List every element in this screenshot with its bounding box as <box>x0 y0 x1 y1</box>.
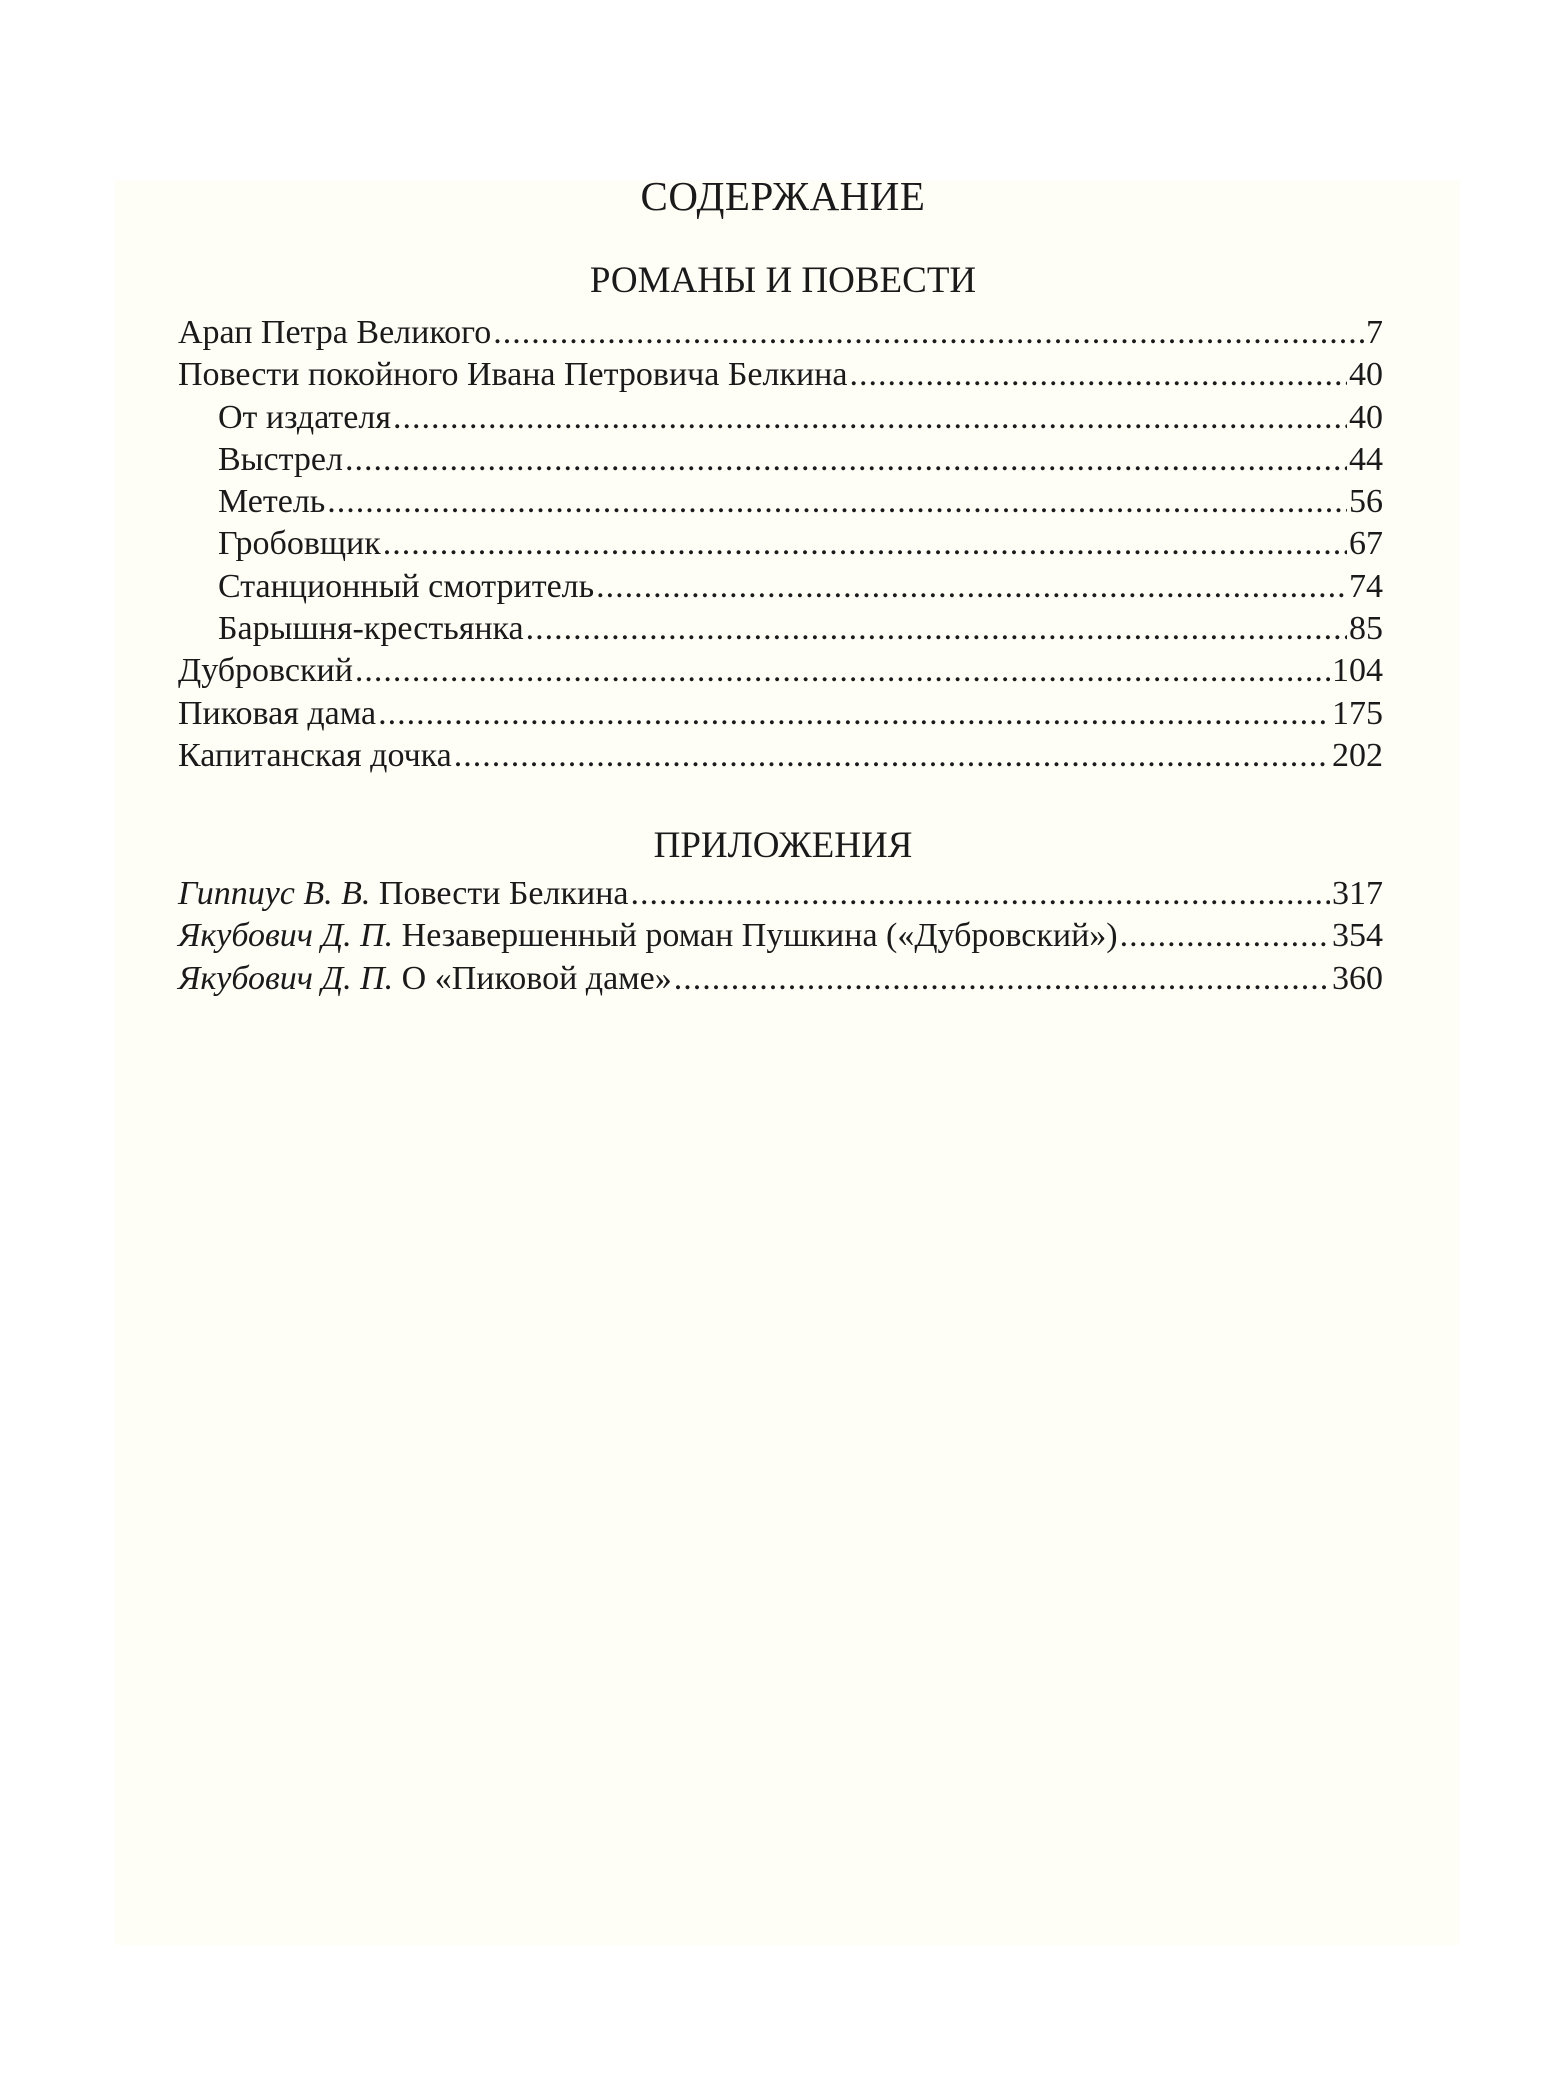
toc-entry-page-number: 360 <box>1332 959 1383 997</box>
toc-entry-title <box>218 481 325 523</box>
toc-entry-page-number: 74 <box>1349 567 1383 605</box>
dot-leader <box>526 608 1347 650</box>
toc-entry <box>178 481 1383 523</box>
toc-entry <box>178 693 1383 735</box>
toc-entry-title <box>178 958 672 1000</box>
toc-entry-page-number: 56 <box>1349 483 1383 521</box>
toc-entry-title <box>178 650 353 692</box>
toc-entry-title <box>218 608 524 650</box>
toc-entry-title-text: Повести Белкина <box>378 875 629 912</box>
toc-entry-page-number: 317 <box>1332 875 1383 912</box>
toc-entry-title-text: О «Пиковой даме» <box>401 959 672 997</box>
toc-entry-title-text: Гробовщик <box>218 525 381 563</box>
toc-entry-title-text: Станционный смотритель <box>218 567 595 605</box>
toc-entry <box>178 523 1383 565</box>
toc-entry-page-number: 202 <box>1332 736 1383 774</box>
toc-entry <box>178 650 1383 692</box>
toc-entry <box>178 312 1383 354</box>
toc-entry-title-text: Пиковая дама <box>178 694 377 732</box>
page-title: СОДЕРЖАНИЕ <box>640 173 926 219</box>
toc-entry-title <box>178 873 629 915</box>
dot-leader <box>631 873 1331 915</box>
dot-leader <box>393 397 1347 439</box>
toc-entry-page-number: 85 <box>1349 610 1383 648</box>
dot-leader <box>849 354 1347 396</box>
toc-entry-title-text: Арап Петра Великого <box>178 314 492 351</box>
section-heading-novels: РОМАНЫ И ПОВЕСТИ <box>589 260 977 301</box>
toc-entry <box>178 735 1383 777</box>
toc-entry-title <box>218 566 594 608</box>
dot-leader <box>355 650 1330 692</box>
toc-entry-title <box>178 354 847 396</box>
dot-leader <box>383 523 1347 565</box>
toc-entry <box>178 608 1383 650</box>
toc-entry-title <box>218 439 343 481</box>
toc-entry-title-text: Выстрел <box>218 440 343 478</box>
toc-entry-page-number: 40 <box>1349 356 1383 394</box>
toc-entry <box>178 915 1383 957</box>
dot-leader <box>327 481 1347 523</box>
toc-entry-author: Якубович Д. П. <box>178 917 394 955</box>
toc-entry-title-text: Капитанская дочка <box>178 736 452 774</box>
dot-leader <box>596 566 1347 608</box>
dot-leader <box>1120 915 1330 957</box>
toc-entry-title-text: Незавершенный роман Пушкина («Дубровский») <box>401 917 1118 955</box>
toc-entry <box>178 566 1383 608</box>
dot-leader <box>493 312 1364 354</box>
dot-leader <box>345 439 1347 481</box>
toc-entry-page-number: 44 <box>1349 440 1383 478</box>
toc-entry-author: Якубович Д. П. <box>178 959 394 997</box>
toc-entry-title-text: Метель <box>218 483 326 521</box>
toc-entry-title-text: От издателя <box>218 398 391 436</box>
toc-entry-author: Гиппиус В. В. <box>178 875 371 912</box>
toc-entry-title <box>178 312 491 354</box>
toc-entry <box>178 354 1383 396</box>
toc-entry-title <box>178 693 376 735</box>
toc-entry-title-text: Дубровский <box>178 652 353 690</box>
toc-entry-page-number: 175 <box>1332 694 1383 732</box>
toc-entry <box>178 873 1383 915</box>
toc-entry <box>178 439 1383 481</box>
toc-entry-page-number: 104 <box>1332 652 1383 690</box>
toc-entry <box>178 397 1383 439</box>
dot-leader <box>454 735 1330 777</box>
toc-entry-page-number: 7 <box>1366 314 1383 351</box>
dot-leader <box>378 693 1330 735</box>
toc-list-appendix <box>178 873 1383 1000</box>
toc-entry <box>178 958 1383 1000</box>
toc-entry-title <box>178 915 1118 957</box>
toc-list-novels <box>178 312 1383 777</box>
toc-entry-title <box>178 735 452 777</box>
toc-entry-page-number: 67 <box>1349 525 1383 563</box>
toc-entry-title <box>218 397 391 439</box>
section-heading-appendix: ПРИЛОЖЕНИЯ <box>653 825 913 866</box>
toc-entry-page-number: 40 <box>1349 398 1383 436</box>
toc-entry-title-text: Повести покойного Ивана Петровича Белкина <box>178 356 848 394</box>
toc-entry-page-number: 354 <box>1332 917 1383 955</box>
toc-entry-title <box>218 523 381 565</box>
toc-entry-title-text: Барышня-крестьянка <box>218 610 524 648</box>
dot-leader <box>674 958 1330 1000</box>
